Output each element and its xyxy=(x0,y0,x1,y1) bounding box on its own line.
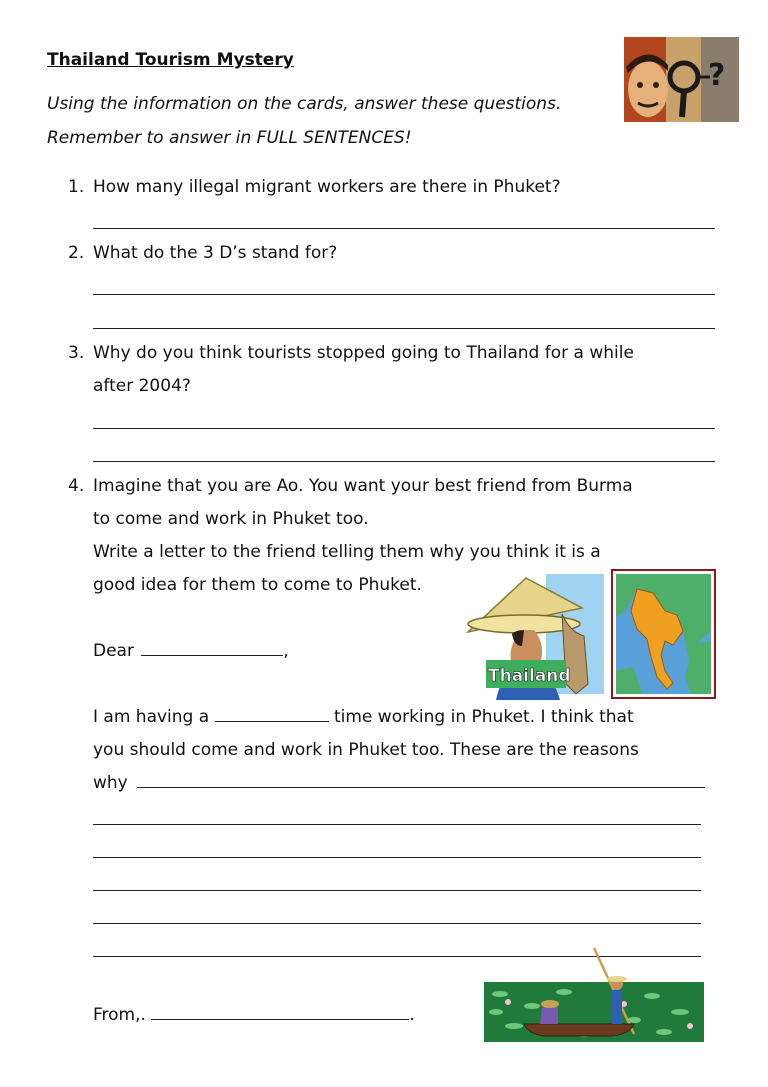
letter-body-line-3 xyxy=(93,773,705,793)
closing-word: From,. xyxy=(93,1005,146,1025)
salutation-comma: , xyxy=(283,641,289,661)
question-3-number: 3. xyxy=(68,343,85,363)
body-start-text: I am having a xyxy=(93,707,210,727)
body-mid-text: time working in Phuket. I think that xyxy=(333,707,634,727)
letter-body-line-1 xyxy=(93,707,634,727)
letter-body-line-2: you should come and work in Phuket too. These are the reasons xyxy=(93,740,639,760)
question-4-text-line-2: to come and work in Phuket too. xyxy=(93,509,369,529)
why-text: why xyxy=(93,773,128,793)
thailand-woman-image xyxy=(466,574,604,700)
question-2-text: What do the 3 D’s stand for? xyxy=(93,243,338,263)
time-adjective-blank[interactable] xyxy=(215,707,329,722)
svg-text:?: ? xyxy=(708,58,726,93)
friend-name-blank[interactable] xyxy=(141,641,283,656)
question-4-number: 4. xyxy=(68,476,85,496)
answer-line-q3-a[interactable] xyxy=(93,428,715,429)
question-4-text-line-4: good idea for them to come to Phuket. xyxy=(93,575,422,595)
boat-pond-image xyxy=(484,946,704,1042)
answer-line-q1[interactable] xyxy=(93,228,715,229)
question-1-number: 1. xyxy=(68,177,85,197)
instruction-line-1: Using the information on the cards, answer these questions. xyxy=(47,94,562,114)
sender-name-blank[interactable] xyxy=(151,1005,409,1020)
thailand-label: Thailand xyxy=(488,666,571,686)
question-2-number: 2. xyxy=(68,243,85,263)
letter-salutation xyxy=(93,641,289,661)
question-3-text-line-2: after 2004? xyxy=(93,376,191,396)
thailand-map-image xyxy=(611,569,716,699)
closing-period: . xyxy=(409,1005,415,1025)
question-1-text: How many illegal migrant workers are there in Phuket? xyxy=(93,177,561,197)
salutation-word: Dear xyxy=(93,641,134,661)
detective-mystery-image xyxy=(624,37,739,122)
letter-line-1[interactable] xyxy=(93,824,701,825)
letter-line-2[interactable] xyxy=(93,857,701,858)
letter-line-3[interactable] xyxy=(93,890,701,891)
letter-closing xyxy=(93,1005,415,1025)
worksheet-title: Thailand Tourism Mystery xyxy=(47,50,294,70)
reasons-blank[interactable] xyxy=(137,773,705,788)
answer-line-q2-a[interactable] xyxy=(93,294,715,295)
answer-line-q2-b[interactable] xyxy=(93,328,715,329)
question-4-text-line-3: Write a letter to the friend telling them why you think it is a xyxy=(93,542,601,562)
question-3-text-line-1: Why do you think tourists stopped going to Thailand for a while xyxy=(93,343,634,363)
instruction-line-2: Remember to answer in FULL SENTENCES! xyxy=(47,128,412,148)
letter-line-4[interactable] xyxy=(93,923,701,924)
question-4-text-line-1: Imagine that you are Ao. You want your best friend from Burma xyxy=(93,476,633,496)
answer-line-q3-b[interactable] xyxy=(93,461,715,462)
